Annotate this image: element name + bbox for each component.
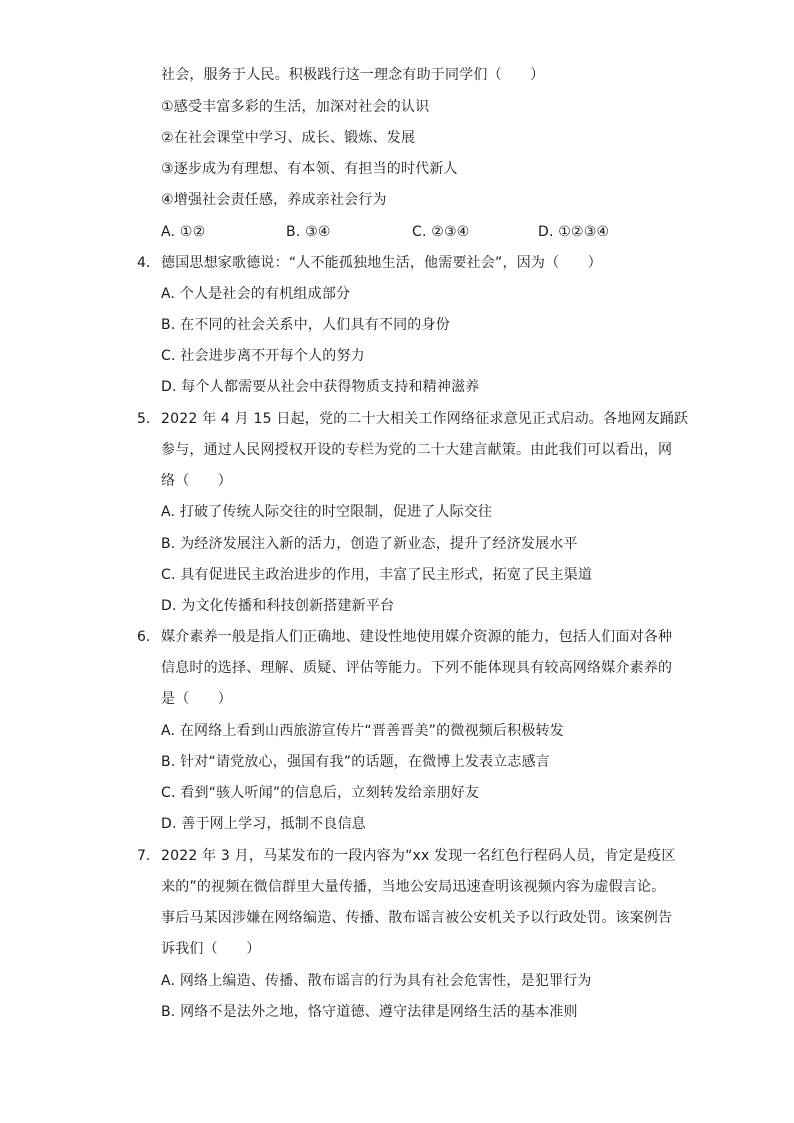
q3-option-a[interactable]: A. ①② bbox=[161, 224, 206, 240]
q5-number: 5. bbox=[137, 411, 151, 427]
q3-item-3: ③逐步成为有理想、有本领、有担当的时代新人 bbox=[161, 161, 458, 177]
q5-stem-line-1: 2022 年 4 月 15 日起，党的二十大相关工作网络征求意见正式启动。各地网友踊跃 bbox=[161, 411, 689, 427]
q3-option-b[interactable]: B. ③④ bbox=[286, 224, 331, 240]
q3-option-d[interactable]: D. ①②③④ bbox=[538, 224, 610, 240]
q4-number: 4. bbox=[137, 255, 151, 271]
q4-option-b[interactable]: B. 在不同的社会关系中，人们具有不同的身份 bbox=[161, 317, 450, 333]
q6-option-c[interactable]: C. 看到“骇人听闻”的信息后，立刻转发给亲朋好友 bbox=[161, 785, 480, 801]
q6-option-b[interactable]: B. 针对“请党放心，强国有我”的话题，在微博上发表立志感言 bbox=[161, 754, 551, 770]
q6-option-a[interactable]: A. 在网络上看到山西旅游宣传片“晋善晋美”的微视频后积极转发 bbox=[161, 723, 564, 739]
q6-number: 6. bbox=[137, 629, 151, 645]
q7-stem-line-2: 来的”的视频在微信群里大量传播，当地公安局迅速查明该视频内容为虚假言论。 bbox=[161, 879, 666, 895]
q3-option-c[interactable]: C. ②③④ bbox=[412, 224, 470, 240]
q5-option-a[interactable]: A. 打破了传统人际交往的时空限制，促进了人际交往 bbox=[161, 504, 493, 520]
q5-stem-line-2: 参与，通过人民网授权开设的专栏为党的二十大建言献策。由此我们可以看出，网 bbox=[161, 442, 673, 458]
q4-stem: 德国思想家歌德说：“人不能孤独地生活，他需要社会”，因为（ ） bbox=[161, 255, 602, 271]
q3-stem-continuation: 社会，服务于人民。积极践行这一理念有助于同学们（ ） bbox=[161, 67, 545, 83]
q7-option-a[interactable]: A. 网络上编造、传播、散布谣言的行为具有社会危害性，是犯罪行为 bbox=[161, 973, 592, 989]
q7-stem-line-1: 2022 年 3 月，马某发布的一段内容为“xx 发现一名红色行程码人员，肯定是疫区 bbox=[161, 848, 676, 864]
q5-stem-line-3: 络（ ） bbox=[161, 473, 232, 489]
q6-stem-line-2: 信息时的选择、理解、质疑、评估等能力。下列不能体现具有较高网络媒介素养的 bbox=[161, 660, 673, 676]
q5-option-b[interactable]: B. 为经济发展注入新的活力，创造了新业态，提升了经济发展水平 bbox=[161, 536, 578, 552]
q3-item-4: ④增强社会责任感，养成亲社会行为 bbox=[161, 192, 387, 208]
q3-item-1: ①感受丰富多彩的生活，加深对社会的认识 bbox=[161, 99, 430, 115]
q7-option-b[interactable]: B. 网络不是法外之地，恪守道德、遵守法律是网络生活的基本准则 bbox=[161, 1004, 578, 1020]
q3-item-2: ②在社会课堂中学习、成长、锻炼、发展 bbox=[161, 130, 416, 146]
q7-stem-line-3: 事后马某因涉嫌在网络编造、传播、散布谣言被公安机关予以行政处罚。该案例告 bbox=[161, 910, 673, 926]
q4-option-d[interactable]: D. 每个人都需要从社会中获得物质支持和精神滋养 bbox=[161, 379, 480, 395]
q6-stem-line-1: 媒介素养一般是指人们正确地、建设性地使用媒介资源的能力，包括人们面对各种 bbox=[161, 629, 673, 645]
q6-stem-line-3: 是（ ） bbox=[161, 691, 232, 707]
q7-number: 7. bbox=[137, 848, 151, 864]
q3-options-row bbox=[0, 223, 794, 241]
q6-option-d[interactable]: D. 善于网上学习，抵制不良信息 bbox=[161, 816, 366, 832]
q5-option-c[interactable]: C. 具有促进民主政治进步的作用，丰富了民主形式，拓宽了民主渠道 bbox=[161, 567, 593, 583]
q7-stem-line-4: 诉我们（ ） bbox=[161, 941, 261, 957]
q4-option-c[interactable]: C. 社会进步离不开每个人的努力 bbox=[161, 348, 365, 364]
q5-option-d[interactable]: D. 为文化传播和科技创新搭建新平台 bbox=[161, 598, 395, 614]
q4-option-a[interactable]: A. 个人是社会的有机组成部分 bbox=[161, 286, 351, 302]
